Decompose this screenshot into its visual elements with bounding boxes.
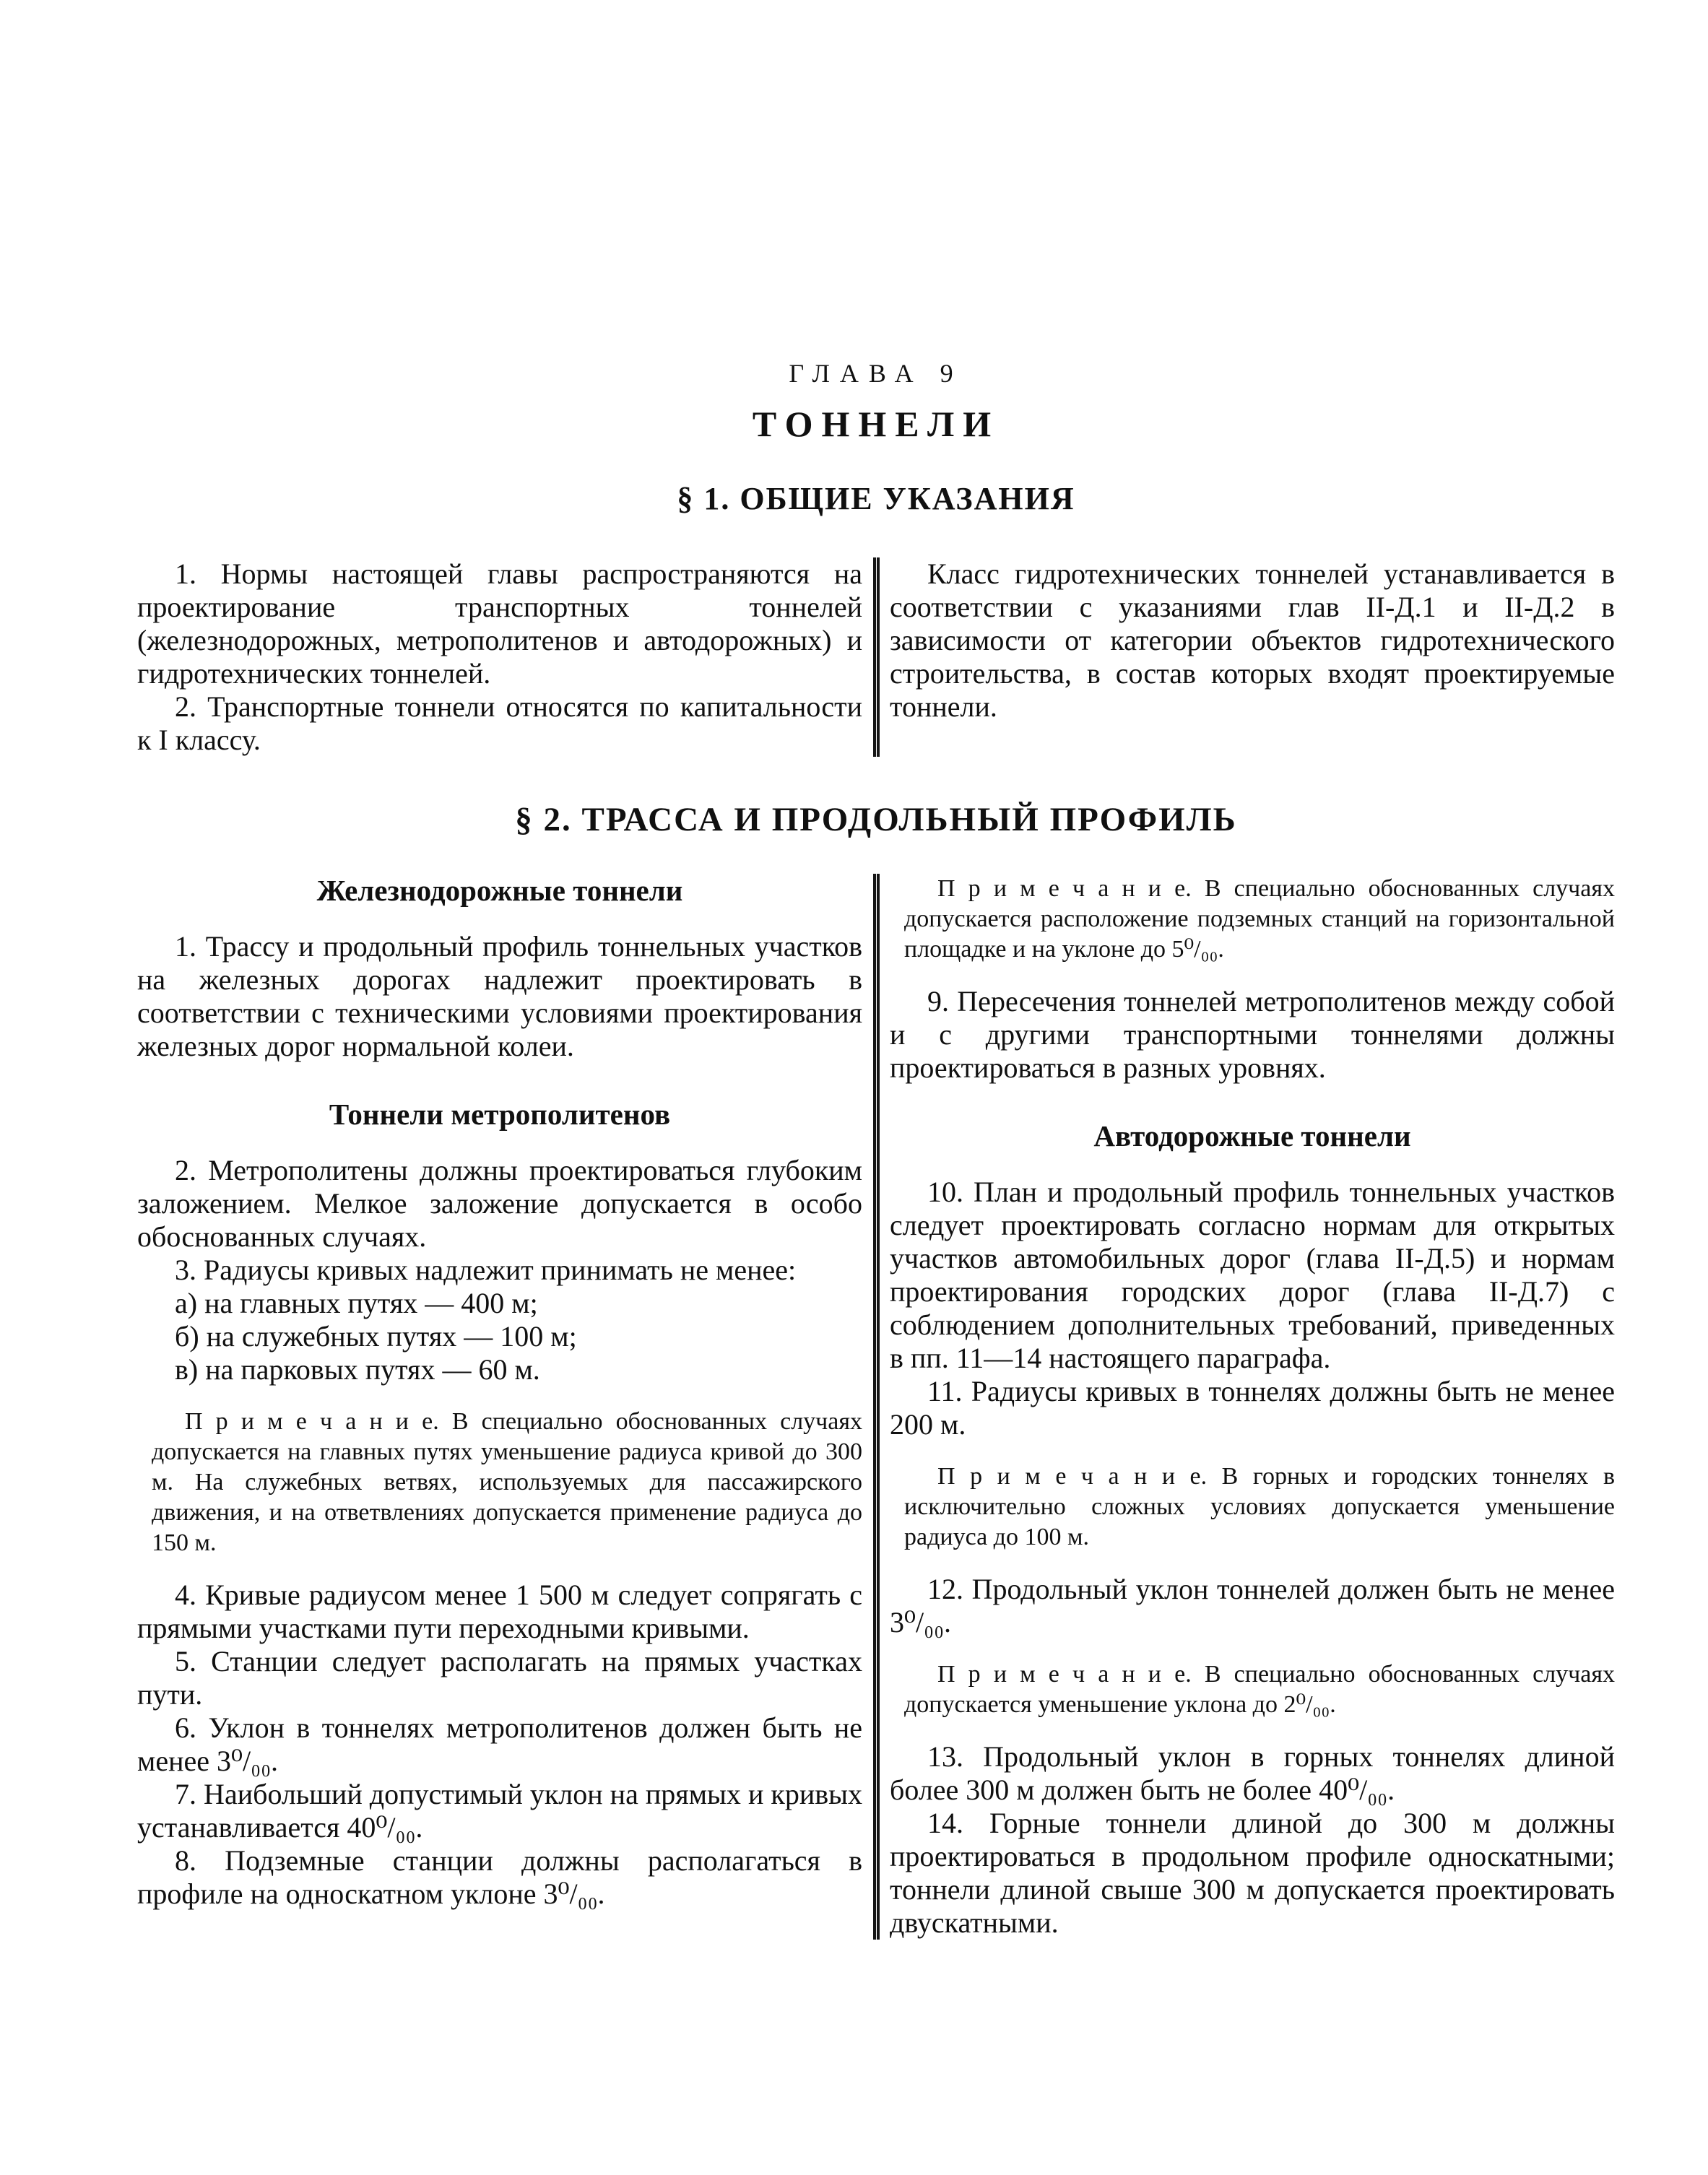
section1-left-column (137, 557, 862, 757)
paragraph-1: 1. Трассу и продольный профиль тоннельных участков на железных дорогах надлежит проектировать в соответствии с техническими условиями проектирования железных дорог нормальной колеи. (137, 929, 862, 1062)
note-station-slope: П р и м е ч а н и е. В специально обоснованных случаях допускается расположение подземных станций на горизонтальной площадке и на уклоне до 5⁰/₀₀. (904, 874, 1615, 963)
paragraph-9: 9. Пересечения тоннелей метрополитенов между собой и с другими транспортными тоннелями должны проектироваться в разных уровнях. (890, 984, 1615, 1084)
paragraph-10: 10. План и продольный профиль тоннельных участков следует проектировать согласно нормам для открытых участков автомобильных дорог (глава II-Д.5) и нормам проектирования городских дорог (глава II-Д.7) с соблюдением дополнительных требований, приведенных в пп. 11—14 настоящего параграфа. (890, 1175, 1615, 1374)
note-mountain-city-radius: П р и м е ч а н и е. В горных и городских тоннелях в исключительно сложных условиях допускается уменьшение радиуса до 100 м. (904, 1462, 1615, 1550)
column-divider-rule (873, 874, 880, 1940)
list-item-service-tracks: б) на служебных путях — 100 м; (175, 1319, 577, 1353)
section1-heading: § 1. ОБЩИЕ УКАЗАНИЯ (677, 480, 1075, 516)
paragraph-14: 14. Горные тоннели длиной до 300 м должны проектироваться в продольном профиле односкатными; тоннели длиной свыше 300 м допускается проектировать двускатными. (890, 1806, 1615, 1939)
subheading-railway-tunnels: Железнодорожные тоннели (316, 873, 683, 907)
list-item-park-tracks: в) на парковых путях — 60 м. (175, 1353, 540, 1386)
subheading-road-tunnels: Автодорожные тоннели (1093, 1119, 1411, 1152)
paragraph-13: 13. Продольный уклон в горных тоннелях длиной более 300 м должен быть не более 40⁰/₀₀. (890, 1740, 1615, 1806)
page-content (137, 0, 1615, 1940)
paragraph-8: 8. Подземные станции должны располагаться в профиле на односкатном уклоне 3⁰/₀₀. (137, 1844, 862, 1910)
paragraph-s1-2: 2. Транспортные тоннели относятся по капитальности к I классу. (137, 690, 862, 756)
column-divider-rule (873, 557, 880, 757)
section2-right-column (890, 874, 1615, 1940)
section1-right-column (890, 557, 1615, 757)
paragraph-6: 6. Уклон в тоннелях метрополитенов должен быть не менее 3⁰/₀₀. (137, 1711, 862, 1777)
paragraph-12: 12. Продольный уклон тоннелей должен быть не менее 3⁰/₀₀. (890, 1572, 1615, 1638)
section1-columns (137, 557, 1615, 757)
section2-left-column (137, 874, 862, 1940)
paragraph-5: 5. Станции следует располагать на прямых участках пути. (137, 1644, 862, 1711)
list-item-main-tracks: а) на главных путях — 400 м; (175, 1286, 538, 1319)
chapter-label: ГЛАВА 9 (789, 359, 963, 388)
paragraph-11: 11. Радиусы кривых в тоннелях должны быть не менее 200 м. (890, 1374, 1615, 1441)
paragraph-2: 2. Метрополитены должны проектироваться глубоким заложением. Мелкое заложение допускается в особо обоснованных случаях. (137, 1153, 862, 1253)
note-radius-reduction: П р и м е ч а н и е. В специально обоснованных случаях допускается на главных путях уменьшение радиуса кривой до 300 м. На служебных ветвях, используемых для пассажирского движения, и на ответвлениях допускается применение радиуса до 150 м. (152, 1407, 862, 1556)
paragraph-3: 3. Радиусы кривых надлежит принимать не менее: (175, 1253, 797, 1286)
paragraph-7: 7. Наибольший допустимый уклон на прямых и кривых устанавливается 40⁰/₀₀. (137, 1777, 862, 1844)
section2-columns (137, 874, 1615, 1940)
paragraph-s1-1: 1. Нормы настоящей главы распространяются на проектирование транспортных тоннелей (железнодорожных, метрополитенов и автодорожных) и гидротехнических тоннелей. (137, 557, 862, 690)
subheading-metro-tunnels: Тоннели метрополитенов (329, 1097, 671, 1131)
note-slope-reduction: П р и м е ч а н и е. В специально обоснованных случаях допускается уменьшение уклона до 2⁰/₀₀. (904, 1660, 1615, 1718)
chapter-title: ТОННЕЛИ (752, 403, 1000, 444)
paragraph-4: 4. Кривые радиусом менее 1 500 м следует сопрягать с прямыми участками пути переходными кривыми. (137, 1578, 862, 1644)
paragraph-s1-class: Класс гидротехнических тоннелей устанавливается в соответствии с указаниями глав II-Д.1 и II-Д.2 в зависимости от категории объектов гидротехнического строительства, в состав которых входят проектируемые тоннели. (890, 557, 1615, 723)
section2-heading: § 2. ТРАССА И ПРОДОЛЬНЫЙ ПРОФИЛЬ (515, 800, 1237, 838)
